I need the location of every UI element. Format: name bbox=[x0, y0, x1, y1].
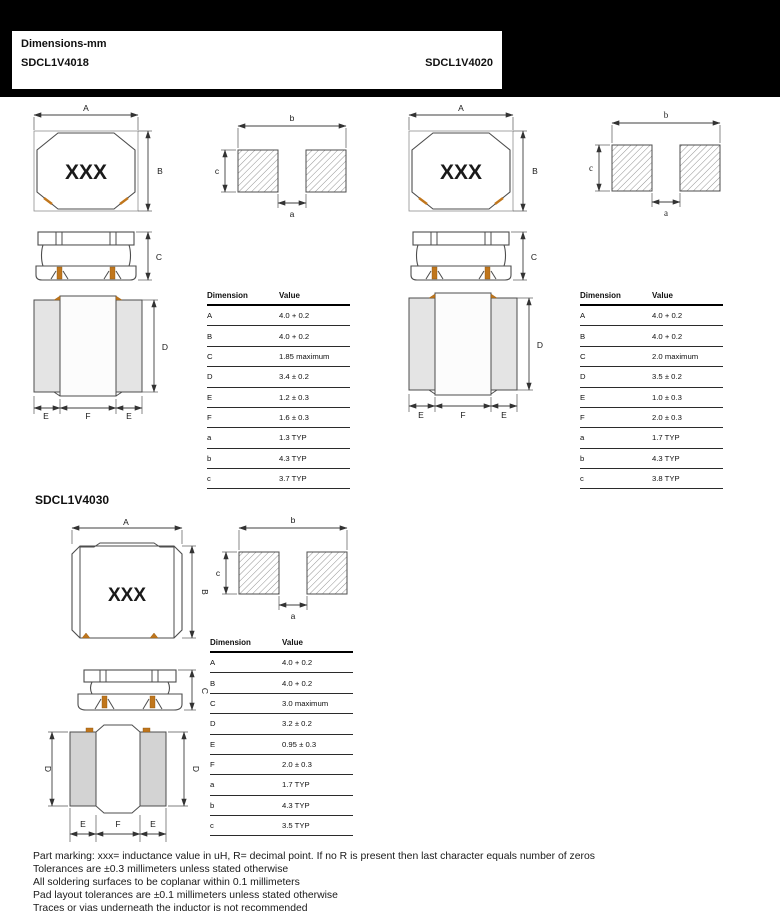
value-cell: 3.8 TYP bbox=[652, 469, 723, 489]
footer-notes bbox=[33, 851, 595, 916]
dimension-cell: F bbox=[207, 407, 279, 427]
dimension-cell: a bbox=[207, 428, 279, 448]
table-row bbox=[207, 448, 350, 468]
dimension-cell: F bbox=[580, 407, 652, 427]
table-row bbox=[580, 448, 723, 468]
dim-label-E: E bbox=[418, 410, 424, 420]
table-row bbox=[580, 469, 723, 489]
dimension-cell: c bbox=[580, 469, 652, 489]
dim-label-E: E bbox=[150, 819, 156, 829]
sdcl1v4020-top-view-drawing bbox=[401, 103, 546, 221]
col-header-value: Value bbox=[279, 289, 350, 305]
dim-label-C: C bbox=[530, 252, 538, 262]
dimension-cell: D bbox=[580, 367, 652, 387]
value-cell: 4.3 TYP bbox=[282, 795, 353, 815]
dimension-cell: E bbox=[580, 387, 652, 407]
dim-label-c: c bbox=[215, 568, 221, 578]
table-row bbox=[207, 367, 350, 387]
dim-label-E: E bbox=[501, 410, 507, 420]
dimension-table-sdcl1v4020 bbox=[580, 289, 723, 489]
dimension-cell: C bbox=[580, 346, 652, 366]
dim-label-b: b bbox=[663, 110, 669, 120]
dim-label-C: C bbox=[200, 687, 210, 695]
value-cell: 1.0 ± 0.3 bbox=[652, 387, 723, 407]
value-cell: 1.7 TYP bbox=[652, 428, 723, 448]
dim-label-A: A bbox=[83, 103, 89, 113]
dimension-cell: b bbox=[580, 448, 652, 468]
table-row bbox=[580, 387, 723, 407]
dim-label-F: F bbox=[85, 411, 91, 421]
dimension-cell: D bbox=[207, 367, 279, 387]
table-row bbox=[207, 346, 350, 366]
col-header-value: Value bbox=[652, 289, 723, 305]
table-row bbox=[207, 305, 350, 326]
dim-label-E: E bbox=[43, 411, 49, 421]
value-cell: 2.0 ± 0.3 bbox=[652, 407, 723, 427]
footer-note-tolerances: Tolerances are ±0.3 millimeters unless stated otherwise bbox=[33, 863, 289, 875]
page-title: Dimensions-mm bbox=[21, 38, 107, 50]
sdcl1v4020-bottom-view-drawing bbox=[399, 285, 549, 419]
dimension-cell: a bbox=[580, 428, 652, 448]
value-cell: 3.0 maximum bbox=[282, 693, 353, 713]
sdcl1v4018-side-view-drawing bbox=[26, 226, 166, 288]
table-row bbox=[210, 652, 353, 673]
dimension-cell: c bbox=[207, 469, 279, 489]
col-header-dimension: Dimension bbox=[580, 289, 652, 305]
dim-label-B: B bbox=[200, 589, 210, 595]
table-row bbox=[580, 367, 723, 387]
dimension-table-sdcl1v4030 bbox=[210, 636, 353, 836]
table-row bbox=[580, 346, 723, 366]
value-cell: 4.3 TYP bbox=[652, 448, 723, 468]
table-row bbox=[210, 754, 353, 774]
header-title-box bbox=[12, 31, 502, 89]
sdcl1v4020-side-view-drawing bbox=[401, 226, 541, 288]
sdcl1v4018-bottom-view-drawing bbox=[24, 288, 174, 420]
table-row bbox=[580, 326, 723, 346]
dim-label-A: A bbox=[123, 517, 129, 527]
header-bar bbox=[0, 0, 780, 97]
dim-label-b: b bbox=[289, 113, 295, 123]
value-cell: 1.2 ± 0.3 bbox=[279, 387, 350, 407]
table-row bbox=[210, 714, 353, 734]
dim-label-b: b bbox=[290, 515, 296, 525]
dim-label-D: D bbox=[43, 765, 53, 773]
value-cell: 4.0 + 0.2 bbox=[279, 305, 350, 326]
dim-label-D: D bbox=[191, 765, 201, 773]
table-header-row bbox=[580, 289, 723, 305]
dim-label-a: a bbox=[290, 611, 296, 621]
dimension-cell: B bbox=[207, 326, 279, 346]
value-cell: 1.85 maximum bbox=[279, 346, 350, 366]
value-cell: 1.6 ± 0.3 bbox=[279, 407, 350, 427]
dim-label-D: D bbox=[161, 342, 169, 352]
part-number-sdcl1v4018: SDCL1V4018 bbox=[21, 57, 89, 69]
dim-label-F: F bbox=[460, 410, 466, 420]
dim-label-C: C bbox=[155, 252, 163, 262]
sdcl1v4018-pad-layout-drawing bbox=[212, 110, 357, 220]
dimension-cell: D bbox=[210, 714, 282, 734]
dim-label-F: F bbox=[115, 819, 121, 829]
dimension-cell: C bbox=[210, 693, 282, 713]
dimension-cell: c bbox=[210, 816, 282, 836]
table-row bbox=[207, 469, 350, 489]
sdcl1v4030-pad-layout-drawing bbox=[213, 512, 358, 622]
dimension-table-sdcl1v4018 bbox=[207, 289, 350, 489]
part-marking-xxx: XXX bbox=[64, 161, 108, 184]
table-row bbox=[210, 693, 353, 713]
table-row bbox=[210, 795, 353, 815]
col-header-value: Value bbox=[282, 636, 353, 652]
value-cell: 4.0 + 0.2 bbox=[279, 326, 350, 346]
value-cell: 3.5 ± 0.2 bbox=[652, 367, 723, 387]
sdcl1v4030-bottom-view-drawing bbox=[40, 712, 210, 850]
section-title-sdcl1v4030: SDCL1V4030 bbox=[35, 493, 110, 507]
value-cell: 4.0 + 0.2 bbox=[652, 326, 723, 346]
value-cell: 1.7 TYP bbox=[282, 775, 353, 795]
part-marking-xxx: XXX bbox=[107, 585, 147, 606]
dimension-cell: B bbox=[210, 673, 282, 693]
dimension-cell: C bbox=[207, 346, 279, 366]
sdcl1v4030-top-view-drawing bbox=[58, 518, 208, 646]
table-row bbox=[207, 387, 350, 407]
value-cell: 4.0 + 0.2 bbox=[282, 652, 353, 673]
value-cell: 4.0 + 0.2 bbox=[282, 673, 353, 693]
value-cell: 3.4 ± 0.2 bbox=[279, 367, 350, 387]
value-cell: 0.95 ± 0.3 bbox=[282, 734, 353, 754]
dim-label-E: E bbox=[80, 819, 86, 829]
table-row bbox=[210, 673, 353, 693]
dim-label-a: a bbox=[664, 208, 668, 218]
dim-label-A: A bbox=[458, 103, 464, 113]
sdcl1v4018-top-view-drawing bbox=[26, 103, 171, 221]
dimension-cell: a bbox=[210, 775, 282, 795]
footer-note-part-marking: Part marking: xxx= inductance value in uH, R= decimal point. If no R is present then last character equals number of zeros bbox=[33, 851, 595, 862]
value-cell: 4.0 + 0.2 bbox=[652, 305, 723, 326]
footer-note-coplanar: All soldering surfaces to be coplanar within 0.1 millimeters bbox=[33, 876, 300, 888]
table-row bbox=[207, 428, 350, 448]
table-row bbox=[580, 305, 723, 326]
dimension-cell: F bbox=[210, 754, 282, 774]
table-row bbox=[580, 428, 723, 448]
value-cell: 2.0 maximum bbox=[652, 346, 723, 366]
dim-label-c: c bbox=[589, 163, 593, 173]
col-header-dimension: Dimension bbox=[210, 636, 282, 652]
dim-label-B: B bbox=[532, 166, 538, 176]
footer-note-traces: Traces or vias underneath the inductor is not recommended bbox=[33, 902, 308, 914]
value-cell: 2.0 ± 0.3 bbox=[282, 754, 353, 774]
part-number-sdcl1v4020: SDCL1V4020 bbox=[425, 57, 493, 69]
dimension-cell: B bbox=[580, 326, 652, 346]
dim-label-a: a bbox=[289, 209, 295, 219]
dimension-cell: E bbox=[207, 387, 279, 407]
dimension-cell: A bbox=[207, 305, 279, 326]
table-row bbox=[207, 407, 350, 427]
part-marking-xxx: XXX bbox=[439, 161, 483, 184]
value-cell: 3.5 TYP bbox=[282, 816, 353, 836]
footer-note-pad-tolerances: Pad layout tolerances are ±0.1 millimeters unless stated otherwise bbox=[33, 889, 338, 901]
dimension-cell: A bbox=[580, 305, 652, 326]
value-cell: 1.3 TYP bbox=[279, 428, 350, 448]
table-header-row bbox=[210, 636, 353, 652]
table-row bbox=[210, 775, 353, 795]
dimension-cell: b bbox=[210, 795, 282, 815]
dim-label-D: D bbox=[536, 340, 544, 350]
dim-label-E: E bbox=[126, 411, 132, 421]
dimension-cell: A bbox=[210, 652, 282, 673]
dimension-cell: E bbox=[210, 734, 282, 754]
value-cell: 4.3 TYP bbox=[279, 448, 350, 468]
table-row bbox=[580, 407, 723, 427]
dimension-cell: b bbox=[207, 448, 279, 468]
table-row bbox=[210, 816, 353, 836]
dim-label-c: c bbox=[214, 166, 220, 176]
sdcl1v4020-pad-layout-drawing bbox=[586, 107, 731, 219]
table-header-row bbox=[207, 289, 350, 305]
value-cell: 3.2 ± 0.2 bbox=[282, 714, 353, 734]
dim-label-B: B bbox=[157, 166, 163, 176]
value-cell: 3.7 TYP bbox=[279, 469, 350, 489]
table-row bbox=[207, 326, 350, 346]
col-header-dimension: Dimension bbox=[207, 289, 279, 305]
table-row bbox=[210, 734, 353, 754]
